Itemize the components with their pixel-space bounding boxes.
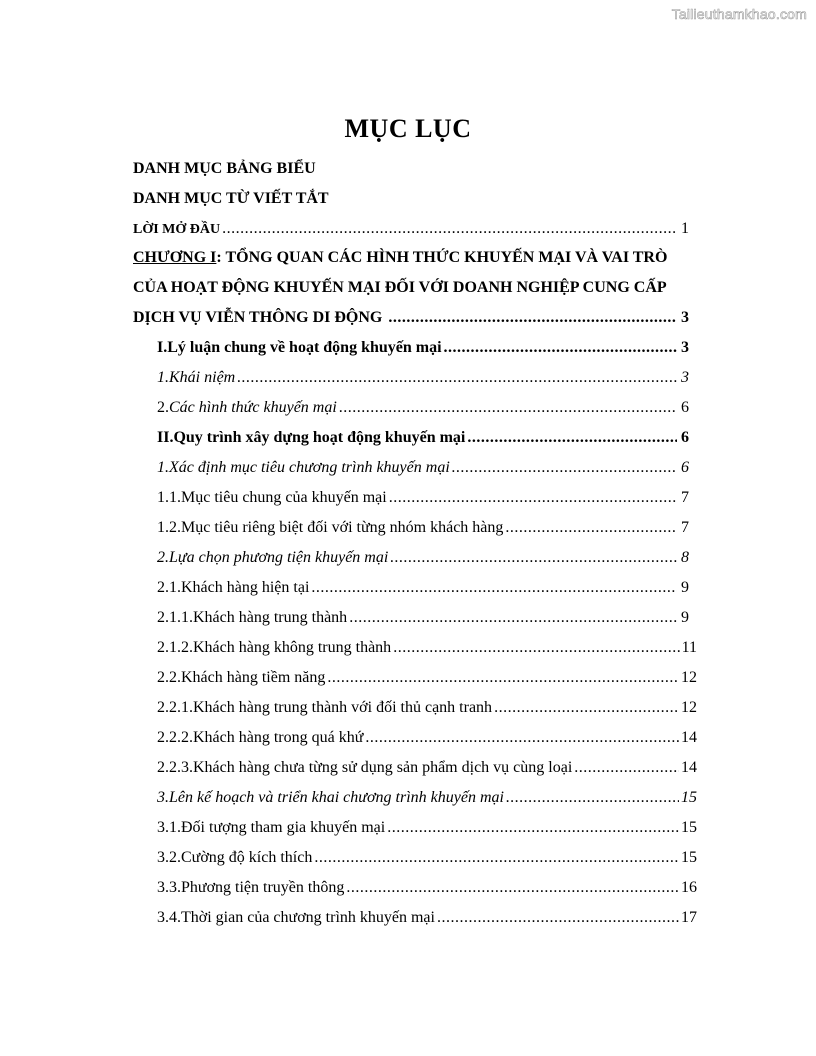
toc-entry-2-1[interactable] [157, 579, 689, 597]
toc-leader [393, 639, 679, 657]
toc-entry-1-2[interactable] [157, 519, 689, 537]
toc-leader [339, 399, 677, 417]
toc-entry-text: Khách hàng tiềm năng [181, 669, 326, 686]
toc-entry-number: 2.2. [157, 669, 181, 686]
toc-entry-3-1[interactable] [157, 819, 697, 837]
toc-entry-II-2[interactable] [157, 549, 689, 567]
chapter-1-title-part-1: : TỔNG QUAN CÁC HÌNH THỨC KHUYẾN MẠI VÀ VAI TRÒ [216, 249, 668, 266]
toc-entry-text: Xác định mục tiêu chương trình khuyến mại [169, 459, 450, 476]
toc-page-number: 6 [681, 429, 689, 446]
toc-page-number: 17 [681, 909, 697, 926]
toc-leader [349, 609, 677, 627]
heading-danh-muc-bang-bieu: DANH MỤC BẢNG BIỂU [133, 160, 316, 177]
toc-entry-number: 2. [157, 549, 169, 566]
toc-entry-text: Phương tiện truyền thông [181, 879, 345, 896]
toc-leader [346, 879, 679, 897]
toc-page-number: 11 [681, 639, 697, 656]
chapter-1-title-part-3: DỊCH VỤ VIỄN THÔNG DI ĐỘNG [133, 309, 383, 326]
toc-leader [387, 819, 679, 837]
toc-leader [494, 699, 679, 717]
toc-page-number: 6 [681, 399, 689, 416]
heading-danh-muc-tu-viet-tat: DANH MỤC TỪ VIẾT TẮT [133, 190, 329, 207]
toc-leader [222, 220, 677, 238]
toc-entry-text: Lên kế hoạch và triển khai chương trình khuyến mại [169, 789, 504, 806]
toc-entry-number: 3.4. [157, 909, 181, 926]
toc-entry-3-2[interactable] [157, 849, 697, 867]
toc-entry-2-2-3[interactable] [157, 759, 697, 777]
toc-leader [506, 789, 679, 807]
toc-entry-text: Mục tiêu chung của khuyến mại [181, 489, 387, 506]
toc-entry-text: Lựa chọn phương tiện khuyến mại [169, 549, 389, 566]
toc-entry-text: Đối tượng tham gia khuyến mại [181, 819, 386, 836]
chapter-1-line-1[interactable] [133, 249, 667, 267]
toc-page-number: 14 [681, 729, 697, 746]
toc-leader [444, 339, 677, 357]
toc-page-number: 15 [681, 849, 697, 866]
toc-entry-number: 3.2. [157, 849, 181, 866]
toc-leader [467, 429, 677, 447]
toc-entry-number: I. [157, 339, 168, 356]
toc-leader [389, 489, 677, 507]
toc-page-number: 16 [681, 879, 697, 896]
toc-entry-I-2[interactable] [157, 399, 689, 417]
toc-page-number: 8 [681, 549, 689, 566]
toc-entry-text: Các hình thức khuyến mại [169, 399, 337, 416]
toc-entry-II[interactable] [157, 429, 689, 447]
toc-page-number: 15 [681, 819, 697, 836]
toc-entry-text: Lý luận chung về hoạt động khuyến mại [167, 339, 442, 356]
toc-leader [505, 519, 677, 537]
toc-entry-I[interactable] [157, 339, 689, 357]
toc-leader [390, 549, 677, 567]
toc-leader [452, 459, 677, 477]
toc-entry-II-3[interactable] [157, 789, 697, 807]
toc-entry-loi-mo-dau[interactable] [133, 220, 689, 238]
toc-page-number: 1 [681, 220, 689, 237]
toc-page-number: 15 [681, 789, 697, 806]
toc-entry-2-1-2[interactable] [157, 639, 697, 657]
toc-page-number: 7 [681, 489, 689, 506]
toc-page-number: 9 [681, 579, 689, 596]
toc-entry-number: 3. [157, 789, 169, 806]
toc-leader [314, 849, 679, 867]
watermark-text: Tailieuthamkhao.com [671, 6, 807, 22]
chapter-1-line-2: CỦA HOẠT ĐỘNG KHUYẾN MẠI ĐỐI VỚI DOANH NGHIỆP CUNG CẤP [133, 279, 667, 296]
toc-entry-number: 1. [157, 459, 169, 476]
toc-page-number: 9 [681, 609, 689, 626]
chapter-1-line-3[interactable] [133, 309, 689, 327]
toc-leader [574, 759, 679, 777]
toc-leader [237, 369, 677, 387]
toc-entry-1-1[interactable] [157, 489, 689, 507]
toc-entry-I-1[interactable] [157, 369, 689, 387]
toc-entry-number: 2. [157, 399, 169, 416]
toc-entry-2-2-1[interactable] [157, 699, 697, 717]
toc-entry-number: 1.2. [157, 519, 181, 536]
toc-entry-number: 3.1. [157, 819, 181, 836]
toc-page-number: 3 [681, 369, 689, 386]
toc-entry-2-2[interactable] [157, 669, 697, 687]
toc-entry-text: Khách hàng trung thành [193, 609, 348, 626]
toc-entry-2-1-1[interactable] [157, 609, 689, 627]
toc-entry-II-1[interactable] [157, 459, 689, 477]
toc-entry-number: 2.2.3. [157, 759, 193, 776]
toc-entry-2-2-2[interactable] [157, 729, 697, 747]
toc-page-number: 12 [681, 699, 697, 716]
toc-entry-text: Khách hàng chưa từng sử dụng sản phẩm dịch vụ cùng loại [193, 759, 573, 776]
chapter-1-prefix: CHƯƠNG I [133, 249, 217, 266]
toc-entry-3-4[interactable] [157, 909, 697, 927]
toc-entry-3-3[interactable] [157, 879, 697, 897]
toc-entry-text: Thời gian của chương trình khuyến mại [181, 909, 435, 926]
toc-page-number: 12 [681, 669, 697, 686]
toc-entry-text: Khách hàng trong quá khứ [193, 729, 364, 746]
toc-leader [365, 729, 679, 747]
toc-leader [388, 309, 677, 327]
toc-entry-text: Khách hàng trung thành với đối thủ cạnh tranh [193, 699, 493, 716]
toc-entry-text: LỜI MỞ ĐẦU [133, 222, 221, 237]
toc-leader [327, 669, 679, 687]
toc-entry-number: II. [157, 429, 174, 446]
toc-entry-number: 2.1.1. [157, 609, 193, 626]
toc-entry-number: 1.1. [157, 489, 181, 506]
toc-entry-text: Khái niệm [169, 369, 236, 386]
toc-entry-text: Mục tiêu riêng biệt đối với từng nhóm khách hàng [181, 519, 504, 536]
toc-page-number: 14 [681, 759, 697, 776]
toc-entry-text: Quy trình xây dựng hoạt động khuyến mại [173, 429, 466, 446]
toc-entry-text: Khách hàng hiện tại [181, 579, 310, 596]
toc-entry-number: 2.1.2. [157, 639, 193, 656]
toc-entry-number: 2.2.1. [157, 699, 193, 716]
toc-entry-number: 2.1. [157, 579, 181, 596]
toc-entry-number: 1. [157, 369, 169, 386]
toc-page-number: 6 [681, 459, 689, 476]
toc-page-number: 3 [681, 339, 689, 356]
toc-entry-number: 3.3. [157, 879, 181, 896]
toc-leader [437, 909, 679, 927]
toc-page-number: 3 [681, 309, 689, 326]
toc-entry-text: Khách hàng không trung thành [193, 639, 392, 656]
toc-leader [311, 579, 677, 597]
page-title: MỤC LỤC [344, 114, 472, 143]
toc-entry-text: Cường độ kích thích [181, 849, 313, 866]
toc-page-number: 7 [681, 519, 689, 536]
toc-entry-number: 2.2.2. [157, 729, 193, 746]
